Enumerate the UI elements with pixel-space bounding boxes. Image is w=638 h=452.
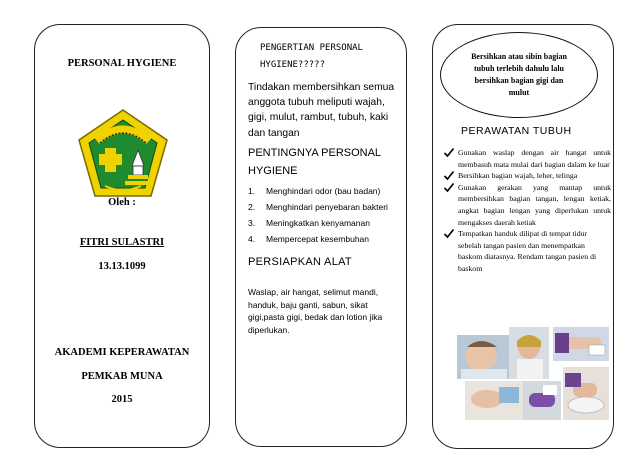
by-label: Oleh : — [108, 197, 136, 208]
tip-callout-text: Bersihkan atau sibin bagian tubuh terlebih dahulu lalu bersihkan bagian gigi dan mulut — [471, 52, 567, 97]
body-care-heading: PERAWATAN TUBUH — [461, 125, 572, 137]
tools-text: Waslap, air hangat, selimut mandi, handuk, baju ganti, sabun, sikat gigi,pasta gigi, bedak dan lotion jika diperlukan. — [248, 287, 383, 335]
checkmark-icon — [443, 147, 455, 158]
year: 2015 — [111, 394, 133, 405]
institution-region: PEMKAB MUNA — [81, 371, 163, 382]
institution-name: AKADEMI KEPERAWATAN — [54, 347, 190, 358]
importance-heading: PENTINGNYA PERSONAL HYGIENE — [248, 147, 381, 177]
list-item: Gunakan waslap dengan air hangat untuk membasuh mata mulai dari bagian dalam ke luar — [443, 147, 611, 170]
checkmark-icon — [443, 170, 455, 181]
tip-callout — [440, 32, 598, 118]
tools-heading: PERSIAPKAN ALAT — [248, 256, 352, 268]
cover-panel — [34, 24, 210, 448]
list-item: 3. Meningkatkan kenyamanan — [248, 218, 370, 228]
definition-text: Tindakan membersihkan semua anggota tubuh meliputi wajah, gigi, mulut, rambut, tubuh, kaki dan tangan — [248, 82, 395, 139]
list-item: 2. Menghindari penyebaran bakteri — [248, 202, 388, 212]
list-item: Tempatkan handuk dilipat di tempat tidur sebelah tangan pasien dan menempatkan baskom diatasnya. Rendam tangan pasien di baskom — [443, 228, 611, 274]
nursing-academy-emblem-icon — [75, 108, 171, 200]
checkmark-icon — [443, 228, 455, 239]
list-item: 4. Mempercepat kesembuhan — [248, 234, 370, 244]
list-item: Bersihkan bagian wajah, leher, telinga — [443, 170, 611, 182]
importance-list — [248, 183, 406, 247]
author-id: 13.13.1099 — [98, 261, 146, 272]
info-panel — [235, 27, 407, 447]
patient-bathing-photo-icon — [457, 327, 609, 420]
body-care-steps — [443, 147, 611, 275]
brochure-title: PERSONAL HYGIENE — [67, 58, 177, 69]
list-item: Gunakan gerakan yang mantap untuk membersihkan bagian tangan, lengan ketiak, angkat bagian lengan yang diperlukan untuk mengakses daerah ketiak — [443, 182, 611, 228]
checkmark-icon — [443, 182, 455, 193]
definition-heading: PENGERTIAN PERSONAL HYGIENE????? — [260, 43, 363, 70]
author-name: FITRI SULASTRI — [79, 237, 165, 248]
list-item: 1. Menghindari odor (bau badan) — [248, 186, 381, 196]
